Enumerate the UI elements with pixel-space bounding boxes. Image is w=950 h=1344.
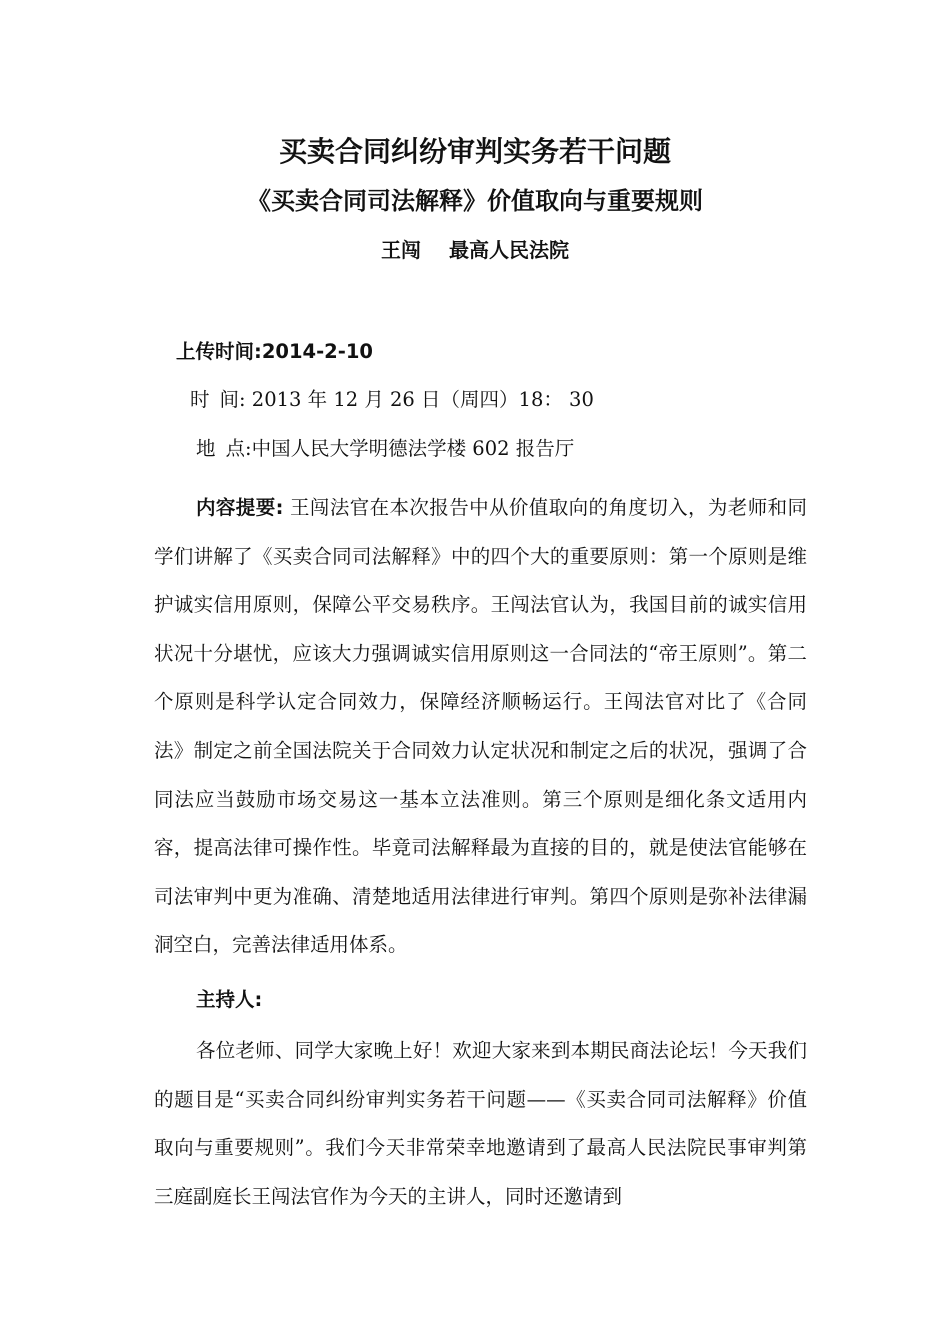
summary-paragraph (154, 484, 807, 970)
event-time-label-2: 间: (219, 388, 246, 411)
upload-time-label: 上传时间: (176, 340, 262, 363)
event-time-value: 2013 年 12 月 26 日（周四）18： 30 (251, 388, 594, 411)
author-line (0, 234, 950, 266)
document-title: 买卖合同纠纷审判实务若干问题 (278, 135, 671, 168)
upload-time-value: 2014-2-10 (261, 340, 373, 363)
summary-text: 王闯法官在本次报告中从价值取向的角度切入，为老师和同学们讲解了《买卖合同司法解释》中的四个大的重要原则：第一个原则是维护诚实信用原则，保障公平交易秩序。王闯法官认为，我国目前的诚实信用状况十分堪忧，应该大力强调诚实信用原则这一合同法的“帝王原则”。第二个原则是科学认定合同效力，保障经济顺畅运行。王闯法官对比了《合同法》制定之前全国法院关于合同效力认定状况和制定之后的状况，强调了合同法应当鼓励市场交易这一基本立法准则。第三个原则是细化条文适用内容，提高法律可操作性。毕竟司法解释最为直接的目的，就是使法官能够在司法审判中更为准确、清楚地适用法律进行审判。第四个原则是弥补法律漏洞空白，完善法律适用体系。 (154, 496, 807, 957)
host-paragraph (154, 1027, 807, 1221)
host-text: 各位老师、同学大家晚上好！欢迎大家来到本期民商法论坛！今天我们的题目是“买卖合同纠纷审判实务若干问题——《买卖合同司法解释》价值取向与重要规则”。我们今天非常荣幸地邀请到了最高人民法院民事审判第三庭副庭长王闯法官作为今天的主讲人，同时还邀请到 (154, 1039, 807, 1208)
speaker-name: 王闯 (381, 238, 421, 262)
host-label: 主持人: (196, 988, 263, 1011)
document-subtitle: 《买卖合同司法解释》价值取向与重要规则 (247, 186, 703, 215)
summary-label: 内容提要: (196, 496, 284, 519)
event-location-label-1: 地 (196, 437, 216, 460)
event-location-value: 中国人民大学明德法学楼 602 报告厅 (251, 437, 575, 460)
event-location-line (196, 434, 574, 464)
event-location-label-2: 点: (225, 437, 252, 460)
upload-time-line (176, 337, 373, 367)
event-time-label-1: 时 (190, 388, 210, 411)
event-time-line (190, 385, 594, 415)
speaker-organization: 最高人民法院 (449, 238, 569, 262)
